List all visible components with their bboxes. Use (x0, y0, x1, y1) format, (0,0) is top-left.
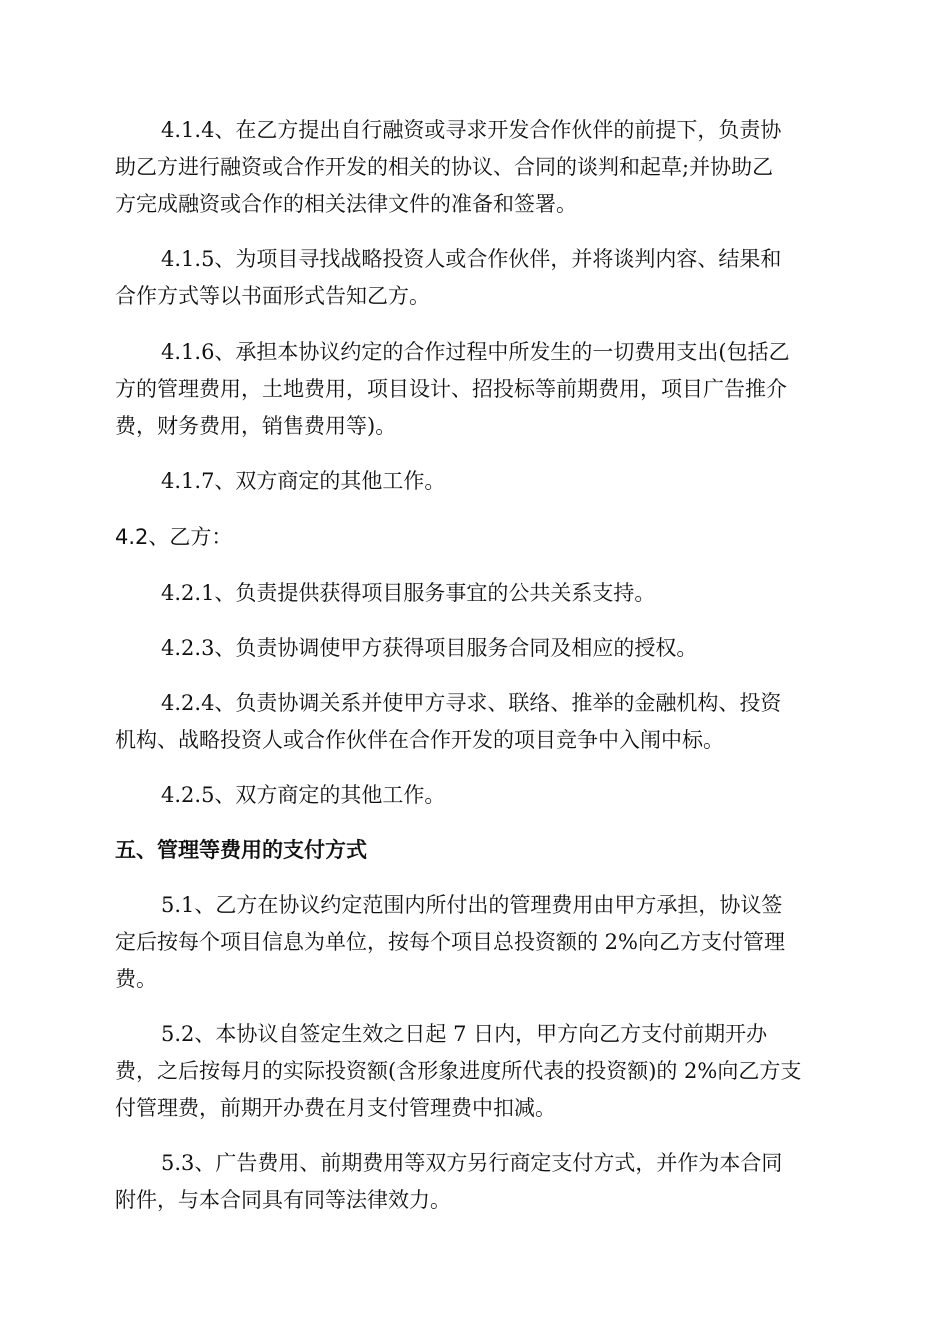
clause-line: 5.2、本协议自签定生效之日起 7 日内，甲方向乙方支付前期开办 (161, 1022, 768, 1046)
clause-line: 5.1、乙方在协议约定范围内所付出的管理费用由甲方承担，协议签 (161, 893, 783, 917)
clause-4-2-4 (115, 685, 835, 759)
clause-line: 4.2.1、负责提供获得项目服务事宜的公共关系支持。 (161, 581, 656, 605)
clause-line: 4.2.5、双方商定的其他工作。 (161, 783, 446, 807)
clause-line: 4.2.4、负责协调关系并使甲方寻求、联络、推举的金融机构、投资 (161, 691, 782, 715)
clause-line: 机构、战略投资人或合作伙伴在合作开发的项目竞争中入闱中标。 (115, 728, 724, 752)
clause-5-2 (115, 1016, 835, 1127)
clause-line: 方完成融资或合作的相关法律文件的准备和签署。 (115, 192, 577, 216)
clause-line: 费，之后按每月的实际投资额(含形象进度所代表的投资额)的 2%向乙方支 (115, 1059, 802, 1083)
clause-line: 4.1.6、承担本协议约定的合作过程中所发生的一切费用支出(包括乙 (161, 340, 790, 364)
clause-line: 合作方式等以书面形式告知乙方。 (115, 284, 430, 308)
clause-line: 4.2.3、负责协调使甲方获得项目服务合同及相应的授权。 (161, 636, 698, 660)
section-4-2-heading (115, 519, 835, 556)
clause-line: 付管理费，前期开办费在月支付管理费中扣减。 (115, 1096, 556, 1120)
clause-4-1-6 (115, 334, 835, 445)
clause-5-3 (115, 1145, 835, 1219)
section-title: 五、管理等费用的支付方式 (115, 838, 367, 862)
clause-5-1 (115, 887, 835, 998)
clause-line: 定后按每个项目信息为单位，按每个项目总投资额的 2%向乙方支付管理 (115, 930, 785, 954)
clause-line: 费。 (115, 967, 157, 991)
clause-4-1-7 (115, 463, 835, 500)
clause-line: 5.3、广告费用、前期费用等双方另行商定支付方式，并作为本合同 (161, 1151, 783, 1175)
section-heading: 4.2、乙方： (115, 525, 233, 549)
clause-line: 助乙方进行融资或合作开发的相关的协议、合同的谈判和起草;并协助乙 (115, 155, 774, 179)
clause-line: 费，财务费用，销售费用等)。 (115, 414, 397, 438)
clause-4-1-4 (115, 112, 835, 223)
clause-4-1-5 (115, 241, 835, 315)
clause-4-2-1 (115, 575, 835, 612)
section-5-heading (115, 832, 835, 869)
clause-line: 4.1.7、双方商定的其他工作。 (161, 469, 446, 493)
clause-4-2-3 (115, 630, 835, 667)
clause-4-2-5 (115, 777, 835, 814)
clause-line: 方的管理费用，土地费用，项目设计、招投标等前期费用，项目广告推介 (115, 377, 787, 401)
clause-line: 4.1.4、在乙方提出自行融资或寻求开发合作伙伴的前提下，负责协 (161, 118, 782, 142)
clause-line: 4.1.5、为项目寻找战略投资人或合作伙伴，并将谈判内容、结果和 (161, 247, 782, 271)
clause-line: 附件，与本合同具有同等法律效力。 (115, 1188, 451, 1212)
